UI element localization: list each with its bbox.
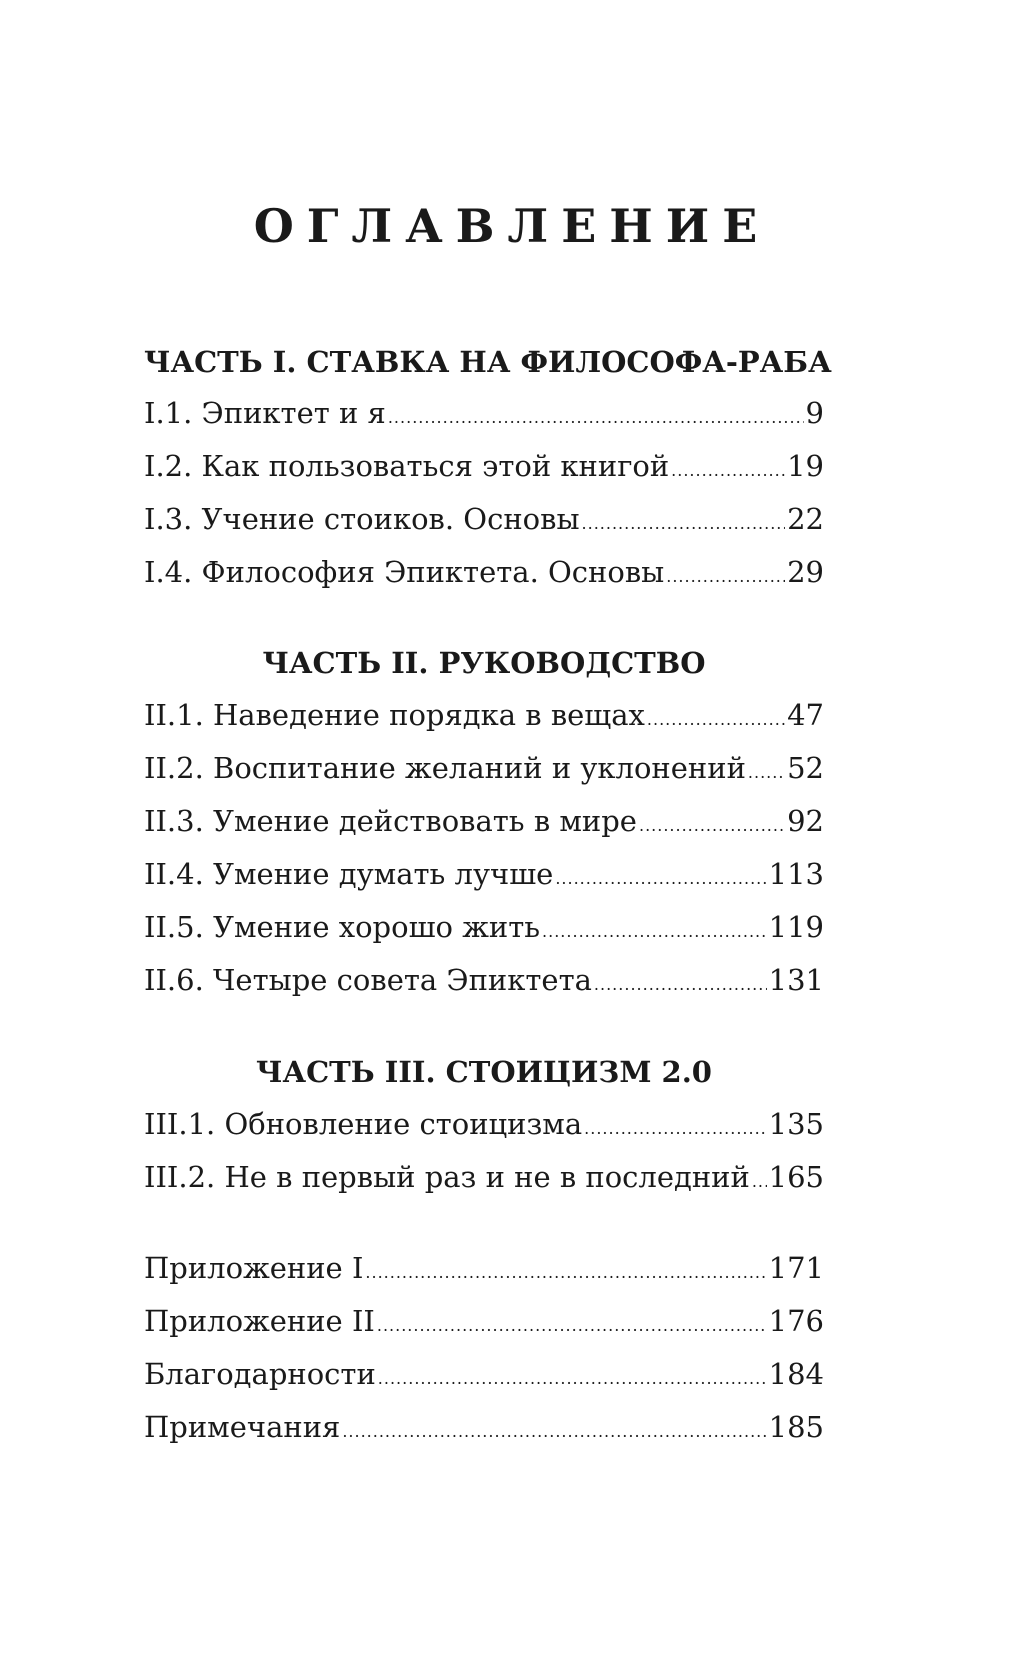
toc-entry[interactable] xyxy=(144,1354,824,1394)
entry-label: III.1. Обновление стоицизма xyxy=(144,1107,583,1141)
toc-title: ОГЛАВЛЕНИЕ xyxy=(253,199,771,253)
toc-entry[interactable] xyxy=(144,907,824,947)
entry-page-number: 52 xyxy=(787,751,824,785)
entry-page-number: 135 xyxy=(768,1107,824,1141)
entry-label: Благодарности xyxy=(144,1357,376,1391)
toc-entry[interactable] xyxy=(144,1407,824,1447)
entry-page-number: 29 xyxy=(787,555,824,589)
dot-leader xyxy=(377,1306,767,1346)
dot-leader xyxy=(752,1162,767,1202)
toc-entry[interactable] xyxy=(144,393,824,433)
entry-page-number: 171 xyxy=(768,1251,824,1285)
entry-label: II.6. Четыре совета Эпиктета xyxy=(144,963,592,997)
entry-label: I.4. Философия Эпиктета. Основы xyxy=(144,555,665,589)
entry-label: II.4. Умение думать лучше xyxy=(144,857,554,891)
entry-page-number: 47 xyxy=(787,698,824,732)
entry-page-number: 92 xyxy=(787,804,824,838)
entry-page-number: 119 xyxy=(768,910,824,944)
entry-label: II.5. Умение хорошо жить xyxy=(144,910,541,944)
toc-entry[interactable] xyxy=(144,499,824,539)
part-heading-1: ЧАСТЬ I. СТАВКА НА ФИЛОСОФА-РАБА xyxy=(144,345,832,379)
dot-leader xyxy=(342,1412,766,1452)
dot-leader xyxy=(388,398,804,438)
dot-leader xyxy=(671,451,785,491)
dot-leader xyxy=(594,965,767,1005)
entry-label: Приложение II xyxy=(144,1304,375,1338)
toc-entry[interactable] xyxy=(144,748,824,788)
entry-label: II.3. Умение действовать в мире xyxy=(144,804,637,838)
entry-page-number: 19 xyxy=(787,449,824,483)
entry-label: II.1. Наведение порядка в вещах xyxy=(144,698,645,732)
part-heading-2: ЧАСТЬ II. РУКОВОДСТВО xyxy=(262,646,706,680)
part-heading-3: ЧАСТЬ III. СТОИЦИЗМ 2.0 xyxy=(256,1055,712,1089)
toc-entry[interactable] xyxy=(144,446,824,486)
toc-entry[interactable] xyxy=(144,1104,824,1144)
entry-page-number: 185 xyxy=(768,1410,824,1444)
toc-entry[interactable] xyxy=(144,801,824,841)
toc-entry[interactable] xyxy=(144,960,824,1000)
toc-entry[interactable] xyxy=(144,854,824,894)
dot-leader xyxy=(555,859,766,899)
dot-leader xyxy=(639,806,785,846)
entry-label: I.2. Как пользоваться этой книгой xyxy=(144,449,670,483)
entry-page-number: 184 xyxy=(768,1357,824,1391)
entry-label: III.2. Не в первый раз и не в последний xyxy=(144,1160,750,1194)
entry-label: II.2. Воспитание желаний и уклонений xyxy=(144,751,746,785)
entry-page-number: 22 xyxy=(787,502,824,536)
dot-leader xyxy=(378,1359,767,1399)
entry-label: Приложение I xyxy=(144,1251,364,1285)
entry-label: I.3. Учение стоиков. Основы xyxy=(144,502,580,536)
entry-page-number: 165 xyxy=(768,1160,824,1194)
entry-page-number: 113 xyxy=(768,857,824,891)
toc-entry[interactable] xyxy=(144,1248,824,1288)
toc-entry[interactable] xyxy=(144,552,824,592)
toc-entry[interactable] xyxy=(144,1157,824,1197)
entry-page-number: 9 xyxy=(805,396,824,430)
dot-leader xyxy=(542,912,767,952)
entry-page-number: 131 xyxy=(768,963,824,997)
toc-entry[interactable] xyxy=(144,1301,824,1341)
entry-label: Примечания xyxy=(144,1410,341,1444)
dot-leader xyxy=(748,753,785,793)
dot-leader xyxy=(666,557,785,597)
toc-entry[interactable] xyxy=(144,695,824,735)
dot-leader xyxy=(584,1109,766,1149)
dot-leader xyxy=(582,504,786,544)
dot-leader xyxy=(365,1253,766,1293)
dot-leader xyxy=(647,700,785,740)
entry-label: I.1. Эпиктет и я xyxy=(144,396,386,430)
entry-page-number: 176 xyxy=(768,1304,824,1338)
